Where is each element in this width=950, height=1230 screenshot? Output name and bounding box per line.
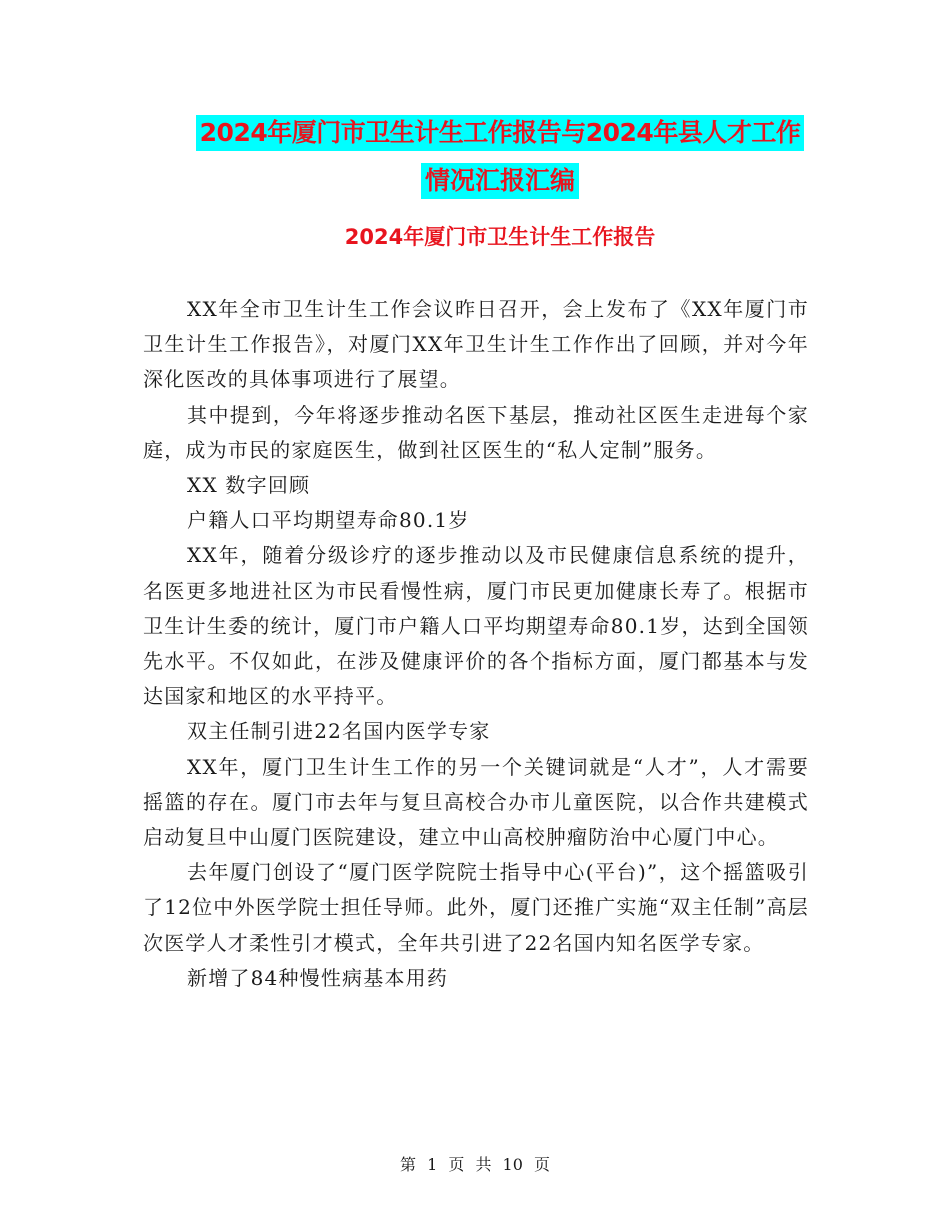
paragraph: 其中提到，今年将逐步推动名医下基层，推动社区医生走进每个家庭，成为市民的家庭医生，做到社区医生的“私人定制”服务。 <box>143 402 809 462</box>
section-title: 2024年厦门市卫生计生工作报告 <box>344 225 656 249</box>
paragraph-heading: 双主任制引进22名国内医学专家 <box>187 719 491 744</box>
title-line-1: 2024年厦门市卫生计生工作报告与2024年县人才工作 <box>196 115 805 151</box>
paragraph-heading: 户籍人口平均期望寿命80.1岁 <box>187 508 470 533</box>
paragraph: XX年，厦门卫生计生工作的另一个关键词就是“人才”，人才需要摇篮的存在。厦门市去年与复旦高校合办市儿童医院，以合作共建模式启动复旦中山厦门医院建设，建立中山高校肿瘤防治中心厦门中心。 <box>143 754 809 850</box>
document-title <box>100 112 900 208</box>
document-body <box>143 292 809 996</box>
paragraph: XX年，随着分级诊疗的逐步推动以及市民健康信息系统的提升，名医更多地进社区为市民看慢性病，厦门市民更加健康长寿了。根据市卫生计生委的统计，厦门市户籍人口平均期望寿命80.1岁，达到全国领先水平。不仅如此，在涉及健康评价的各个指标方面，厦门都基本与发达国家和地区的水平持平。 <box>143 543 809 709</box>
paragraph: XX年全市卫生计生工作会议昨日召开，会上发布了《XX年厦门市卫生计生工作报告》，对厦门XX年卫生计生工作作出了回顾，并对今年深化医改的具体事项进行了展望。 <box>143 297 809 392</box>
paragraph: 去年厦门创设了“厦门医学院院士指导中心(平台)”，这个摇篮吸引了12位中外医学院士担任导师。此外，厦门还推广实施“双主任制”高层次医学人才柔性引才模式，全年共引进了22名国内知名医学专家。 <box>143 860 809 955</box>
paragraph-heading: 新增了84种慢性病基本用药 <box>187 965 449 990</box>
page-footer: 第 1 页 共 10 页 <box>400 1155 550 1174</box>
title-line-2: 情况汇报汇编 <box>421 163 579 199</box>
paragraph-heading: XX 数字回顾 <box>187 473 311 498</box>
